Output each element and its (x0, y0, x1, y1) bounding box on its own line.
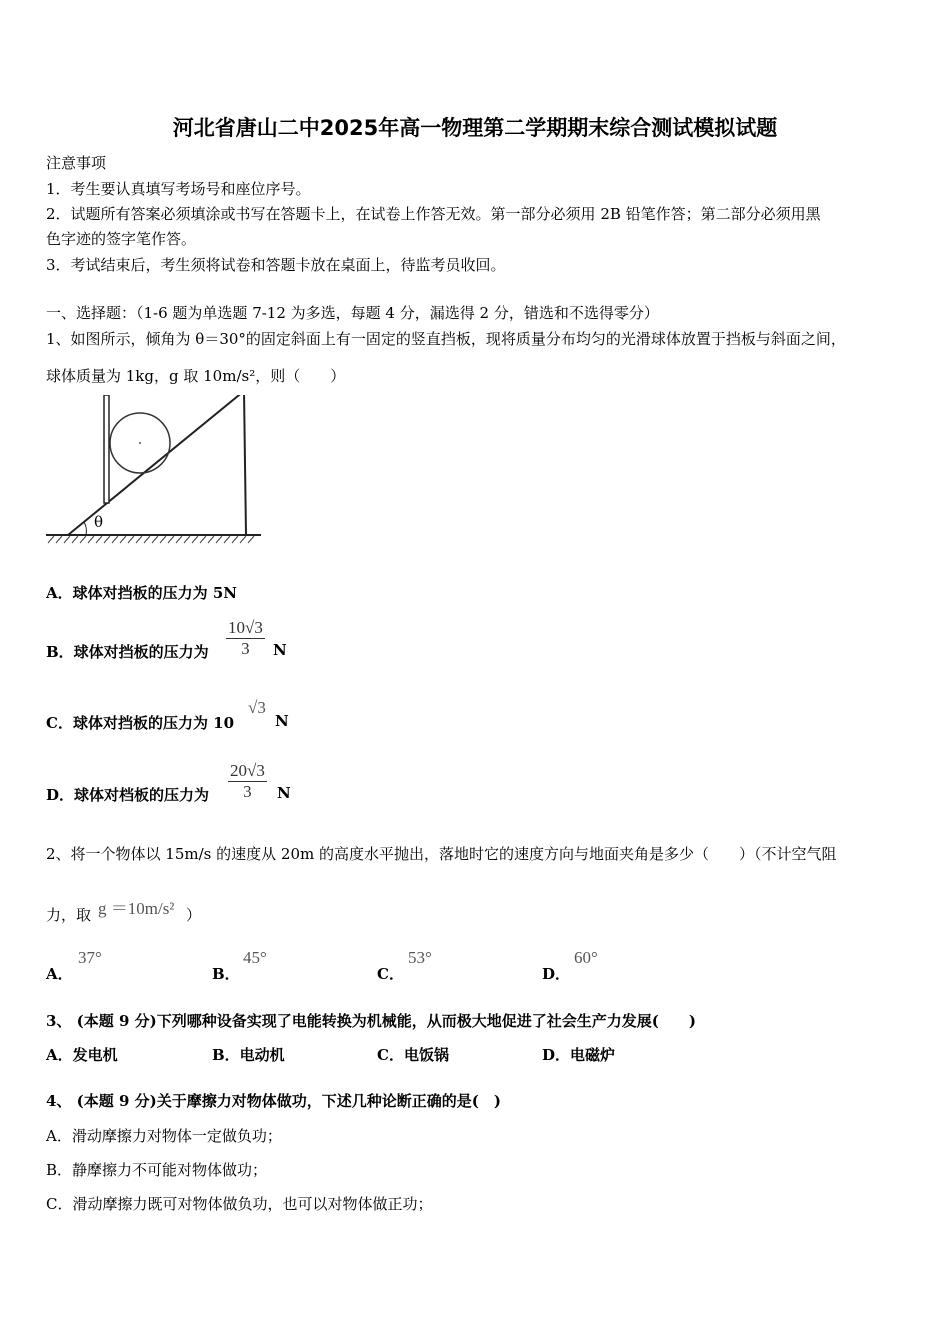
q3-option-d: D．电磁炉 (542, 1046, 616, 1064)
q4-option-a: A．滑动摩擦力对物体一定做负功； (46, 1127, 282, 1145)
q1-option-d-denominator: 3 (243, 782, 252, 801)
incline-figure (46, 395, 266, 547)
q2-option-a-value: 37° (78, 948, 102, 967)
q1-option-d-numerator: 20√3 (230, 761, 265, 780)
q4-option-c: C．滑动摩擦力既可对物体做负功，也可以对物体做正功； (46, 1195, 433, 1213)
notice-heading: 注意事项 (46, 154, 107, 172)
q4-option-b: B．静摩擦力不可能对物体做功； (46, 1161, 268, 1179)
q1-option-d-fraction (228, 761, 267, 802)
q3-option-c: C．电饭锅 (377, 1046, 449, 1064)
q1-option-a: A．球体对挡板的压力为 5N (46, 584, 238, 602)
q1-option-b-numerator: 10√3 (228, 618, 263, 637)
page-title: 河北省唐山二中2025年高一物理第二学期期末综合测试模拟试题 (172, 116, 778, 140)
q2-option-b-value: 45° (243, 948, 267, 967)
section-header: 一、选择题：（1-6 题为单选题 7-12 为多选，每题 4 分，漏选得 2 分，错选和不选得零分） (46, 304, 659, 322)
q4-stem: 4、 (本题 9 分)关于摩擦力对物体做功，下述几种论断正确的是( ) (46, 1092, 501, 1110)
q1-option-b-prefix: B．球体对挡板的压力为 (46, 643, 209, 661)
q2-option-b-label: B． (212, 965, 240, 983)
q1-stem-line1: 1、如图所示，倾角为 θ＝30°的固定斜面上有一固定的竖直挡板，现将质量分布均匀的光滑球体放置于挡板与斜面之间， (46, 330, 846, 348)
q1-option-c-unit: N (275, 712, 289, 730)
notice-item-2-cont: 色字迹的签字笔作答。 (46, 230, 197, 248)
q2-option-d-value: 60° (574, 948, 598, 967)
theta-label: θ (94, 513, 104, 531)
q3-option-b: B．电动机 (212, 1046, 285, 1064)
q1-stem-line2: 球体质量为 1kg，g 取 10m/s²，则（ ） (46, 367, 346, 385)
q3-option-a: A．发电机 (46, 1046, 118, 1064)
q1-option-b-fraction (226, 618, 265, 659)
q1-option-d-unit: N (277, 784, 291, 802)
notice-item-2: 2．试题所有答案必须填涂或书写在答题卡上，在试卷上作答无效。第一部分必须用 2B 铅笔作答；第二部分必须用黑 (46, 205, 821, 223)
q2-option-c-label: C． (377, 965, 404, 983)
q1-option-b-denominator: 3 (241, 639, 250, 658)
q2-option-d-label: D． (542, 965, 571, 983)
q2-stem-line2-prefix: 力，取 (46, 906, 92, 924)
q1-option-b-unit: N (273, 641, 287, 659)
q1-option-c-prefix: C．球体对挡板的压力为 10 (46, 714, 235, 732)
q2-stem-line2-suffix: ） (186, 906, 202, 924)
notice-item-3: 3．考试结束后，考生须将试卷和答题卡放在桌面上，待监考员收回。 (46, 256, 506, 274)
q2-stem-line1: 2、将一个物体以 15m/s 的速度从 20m 的高度水平抛出，落地时它的速度方向与地面夹角是多少（ ）（不计空气阻 (46, 845, 837, 863)
notice-item-1: 1．考生要认真填写考场号和座位序号。 (46, 180, 311, 198)
q2-option-c-value: 53° (408, 948, 432, 967)
q1-option-c-root: √3 (248, 698, 266, 717)
q2-option-a-label: A． (46, 965, 73, 983)
q3-stem: 3、 (本题 9 分)下列哪种设备实现了电能转换为机械能，从而极大地促进了社会生产力发展( ) (46, 1012, 696, 1030)
q2-gravity-value: g ＝10m/s² (98, 899, 175, 918)
q1-option-d-prefix: D．球体对档板的压力为 (46, 786, 210, 804)
